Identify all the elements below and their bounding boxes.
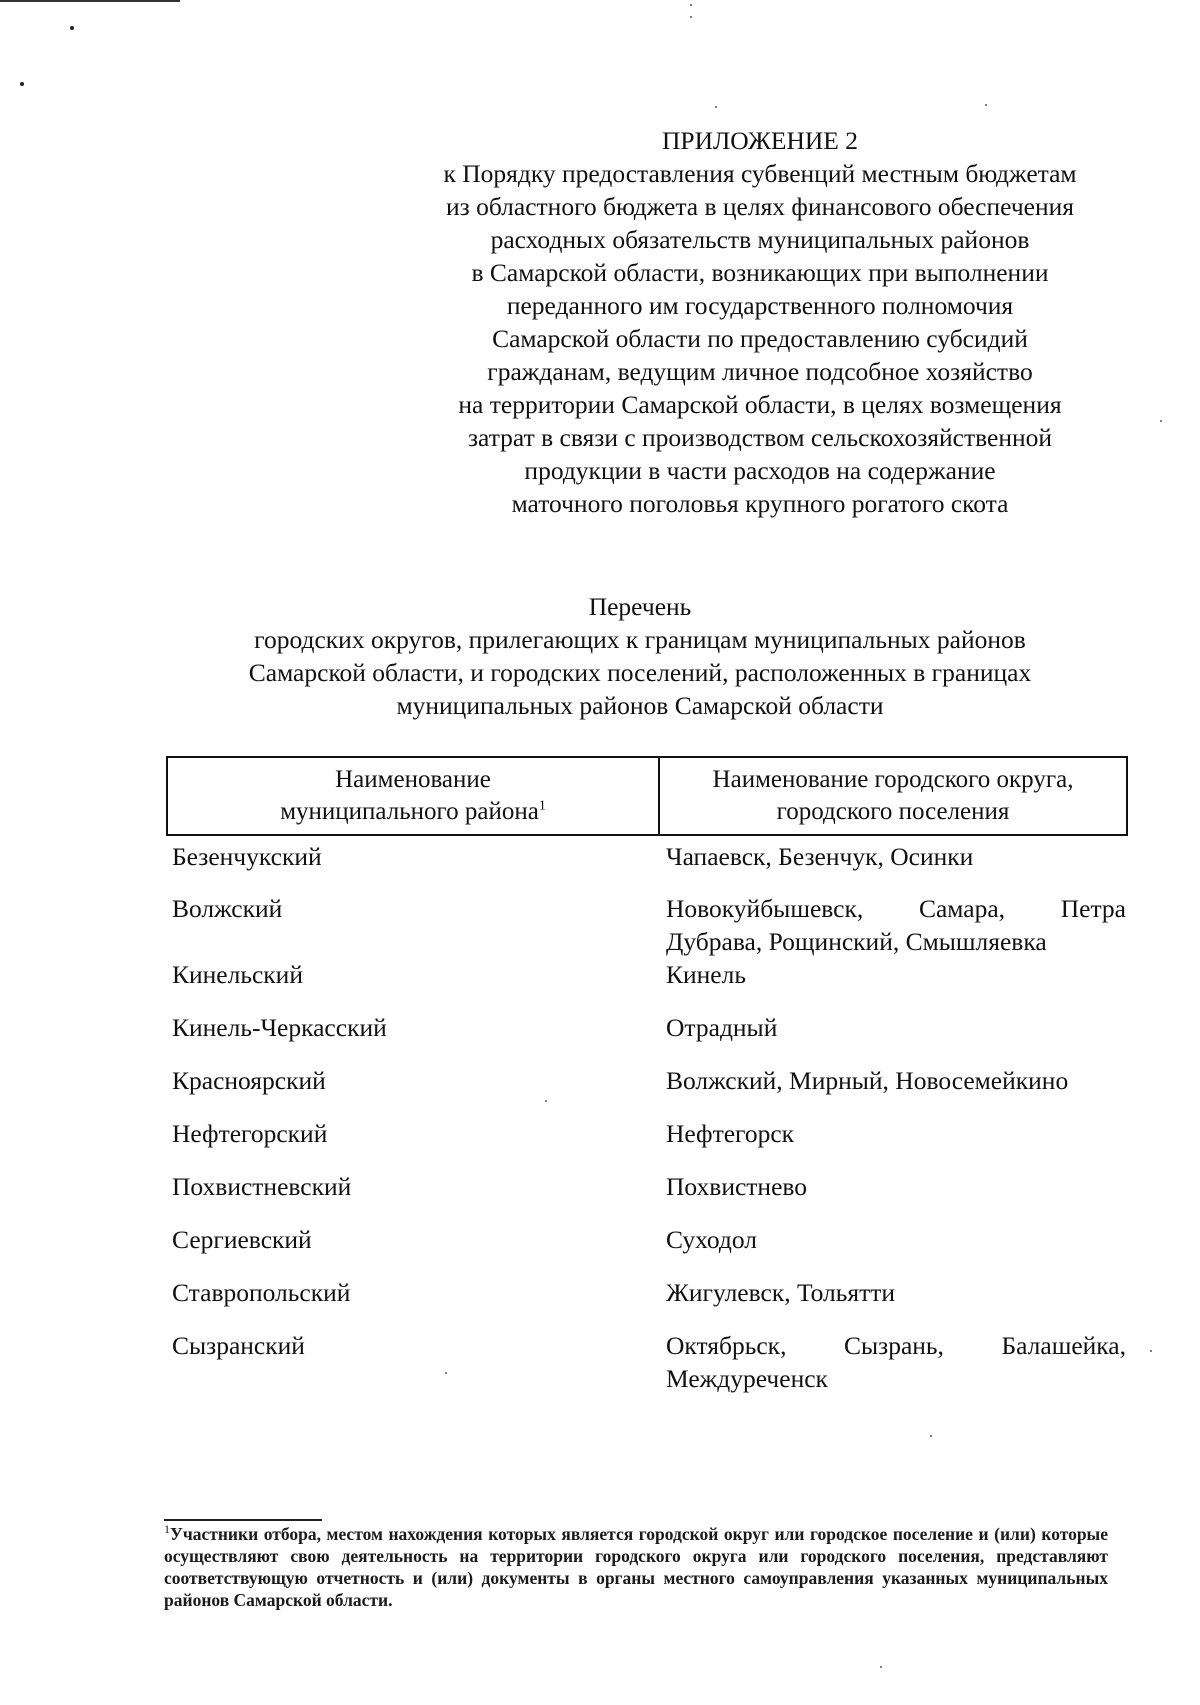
district-cell: Красноярский [172,1066,326,1095]
table-row [166,1170,1128,1223]
footnote-separator [164,1519,322,1521]
district-cell: Кинель-Черкасский [172,1013,387,1042]
scan-speck [985,104,987,106]
districts-table [166,756,1128,1399]
settlement-cell: Жигулевск, Тольятти [666,1278,896,1307]
scan-speck [690,4,692,6]
settlement-cell: Новокуйбышевск, Самара, Петра Дубрава, Рощинский, Смышляевка [666,894,1126,956]
district-cell: Ставропольский [172,1278,351,1307]
settlement-cell: Похвистнево [666,1172,808,1201]
header-district-line1: Наименование [335,766,491,793]
annex-block [400,124,1120,520]
table-row [166,1011,1128,1064]
annex-title: ПРИЛОЖЕНИЕ 2 [661,126,859,155]
table-row [166,1223,1128,1276]
annex-line: гражданам, ведущим личное подсобное хозяйство [487,357,1033,386]
district-cell: Волжский [172,894,283,923]
table-row [166,840,1128,892]
table-row [166,892,1128,958]
scan-edge-mark [0,0,180,2]
annex-line: маточного поголовья крупного рогатого скота [511,489,1009,518]
table-header [166,756,1128,836]
district-cell: Безенчукский [172,842,322,871]
settlement-cell: Кинель [666,960,746,989]
table-row [166,1276,1128,1329]
header-district-line2: муниципального района [280,798,539,825]
settlement-cell: Чапаевск, Безенчук, Осинки [666,842,974,871]
table-body [166,840,1128,1399]
table-row [166,1064,1128,1117]
list-subtitle-line: городских округов, прилегающих к границам муниципальных районов [254,625,1026,654]
header-settlement-line2: городского поселения [776,798,1010,825]
table-row [166,1329,1128,1399]
scan-speck [20,82,24,86]
settlement-cell: Октябрьск, Сызрань, Балашейка, Междуреченск [666,1331,1126,1393]
scan-speck [930,1435,932,1437]
scan-speck [1160,420,1162,422]
district-cell: Сергиевский [172,1225,312,1254]
district-cell: Нефтегорский [172,1119,328,1148]
annex-line: к Порядку предоставления субвенций местным бюджетам [443,159,1077,188]
district-cell: Похвистневский [172,1172,352,1201]
footnote-text: Участники отбора, местом нахождения которых является городской округ или городское поселение и (или) которые осуществляют свою деятельность на территории городского округа или городского поселения, представляют соответствующую отчетность и (или) документы в органы местного самоуправления указанных муниципальных районов Самарской области. [164,1524,1108,1610]
district-cell: Сызранский [172,1331,305,1360]
settlement-cell: Нефтегорск [666,1119,795,1148]
table-row [166,958,1128,1011]
annex-line: продукции в части расходов на содержание [524,456,996,485]
list-subtitle-line: Самарской области, и городских поселений, расположенных в границах [248,658,1032,687]
header-settlement [660,758,1126,834]
footnote-number: 1 [164,1522,170,1537]
header-settlement-line1: Наименование городского округа, [712,766,1074,793]
district-cell: Кинельский [172,960,303,989]
scan-speck [880,1666,882,1668]
scan-speck [1150,1350,1152,1352]
settlement-cell: Суходол [666,1225,758,1254]
scan-speck [715,106,717,108]
annex-line: расходных обязательств муниципальных районов [490,225,1030,254]
scan-speck [70,26,74,30]
list-subtitle-line: муниципальных районов Самарской области [396,691,884,720]
settlement-cell: Волжский, Мирный, Новосемейкино [666,1066,1069,1095]
footnote-mark: 1 [538,798,546,814]
annex-line: Самарской области по предоставлению субсидий [492,324,1028,353]
table-row [166,1117,1128,1170]
settlement-cell: Отрадный [666,1013,778,1042]
list-title: Перечень [588,592,692,621]
annex-line: в Самарской области, возникающих при выполнении [471,258,1049,287]
header-district [168,758,660,834]
annex-line: затрат в связи с производством сельскохозяйственной [467,423,1053,452]
annex-line: переданного им государственного полномочия [506,291,1014,320]
list-heading [150,590,1130,722]
annex-line: из областного бюджета в целях финансового обеспечения [445,192,1074,221]
annex-line: на территории Самарской области, в целях возмещения [458,390,1062,419]
footnote [164,1523,1108,1611]
scan-speck [690,16,692,18]
